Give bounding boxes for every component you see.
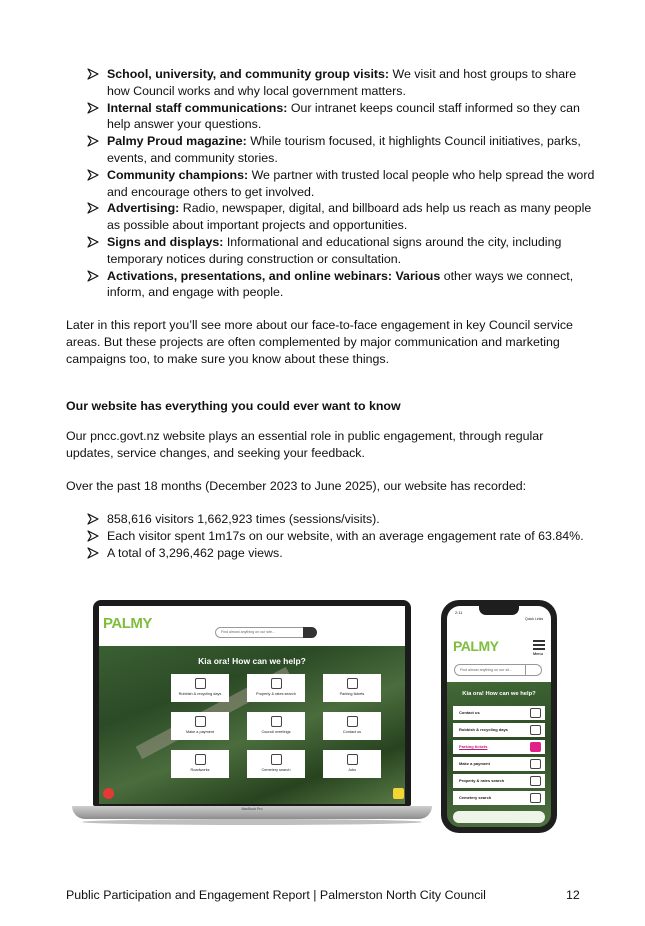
phone-time: 2:11 bbox=[455, 610, 463, 615]
arrow-bullet-icon bbox=[86, 101, 100, 115]
laptop-tile bbox=[247, 674, 305, 702]
tile-icon bbox=[347, 716, 358, 727]
website-stats-list bbox=[86, 511, 596, 561]
laptop-shadow bbox=[82, 819, 422, 825]
laptop-greeting: Kia ora! How can we help? bbox=[198, 656, 306, 666]
laptop-site-header bbox=[99, 606, 405, 646]
laptop-tile bbox=[247, 750, 305, 778]
tile-label: Rubbish & recycling days bbox=[178, 692, 222, 696]
tile-icon bbox=[195, 754, 206, 765]
tile-icon bbox=[347, 754, 358, 765]
phone-website-illustration bbox=[441, 600, 557, 833]
phone-row-label: Property & rates search bbox=[459, 778, 505, 783]
phone-quick-row bbox=[453, 791, 545, 805]
phone-menu-label: Menu bbox=[533, 652, 543, 656]
phone-row-icon bbox=[530, 725, 541, 735]
stat-bullet-item bbox=[86, 528, 596, 545]
engagement-channels-list bbox=[86, 66, 596, 301]
bullet-label: Activations, presentations, and online webinars: Various bbox=[107, 268, 441, 283]
phone-row-icon bbox=[530, 776, 541, 786]
phone-row-icon bbox=[530, 708, 541, 718]
laptop-tile bbox=[323, 674, 381, 702]
bullet-text: other ways we connect, inform, and engage with people. bbox=[107, 268, 574, 300]
phone-row-label: Make a payment bbox=[459, 761, 490, 766]
laptop-screen bbox=[99, 606, 405, 804]
laptop-tile bbox=[171, 674, 229, 702]
laptop-website-illustration bbox=[72, 600, 432, 827]
bullet-label: Signs and displays: bbox=[107, 234, 224, 249]
paragraph-later-in-report: Later in this report you’ll see more about our face-to-face engagement in key Council service areas. But these projects are often complemented by major communication and marketing campaigns too, to make sure you know about these things. bbox=[66, 318, 573, 366]
bullet-label: Community champions: bbox=[107, 167, 249, 182]
bullet-text: While tourism focused, it highlights Council initiatives, parks, events, and community stories. bbox=[107, 134, 581, 165]
phone-row-icon bbox=[530, 742, 541, 752]
tile-icon bbox=[271, 754, 282, 765]
bullet-label: Internal staff communications: bbox=[107, 100, 288, 115]
laptop-chat-icon bbox=[393, 788, 404, 799]
laptop-tile bbox=[171, 712, 229, 740]
stat-text: 858,616 visitors 1,662,923 times (sessions/visits). bbox=[107, 512, 380, 526]
tile-label: Roadworks bbox=[190, 768, 210, 772]
phone-quick-row bbox=[453, 774, 545, 788]
tile-icon bbox=[347, 678, 358, 689]
tile-label: Parking tickets bbox=[339, 692, 365, 696]
bullet-label: School, university, and community group visits: bbox=[107, 67, 390, 81]
phone-row-label: Contact us bbox=[459, 710, 480, 715]
website-heading: Our website has everything you could ever want to know bbox=[66, 399, 401, 413]
paragraph-website-role: Our pncc.govt.nz website plays an essential role in public engagement, through regular updates, service changes, and seeking your feedback. bbox=[66, 429, 544, 460]
bullet-text: Radio, newspaper, digital, and billboard ads help us reach as many people as possible about important projects and opportunities. bbox=[107, 201, 592, 233]
phone-row-label: Cemetery search bbox=[459, 795, 492, 800]
laptop-search-input: Find almost anything on our site... bbox=[215, 627, 315, 638]
laptop-tile bbox=[323, 712, 381, 740]
tile-label: Contact us bbox=[342, 730, 362, 734]
arrow-bullet-icon bbox=[86, 134, 100, 148]
tile-label: Council meetings bbox=[261, 730, 291, 734]
bullet-item bbox=[86, 66, 596, 100]
arrow-bullet-icon bbox=[86, 201, 100, 215]
paragraph-website-recorded: Over the past 18 months (December 2023 to June 2025), our website has recorded: bbox=[66, 479, 527, 493]
phone-search-input: Find almost anything on our sit... bbox=[454, 664, 532, 676]
tile-label: Cemetery search bbox=[261, 768, 291, 772]
tile-label: Jobs bbox=[347, 768, 357, 772]
bullet-text: We partner with trusted local people who help spread the word and encourage others to get involved. bbox=[107, 167, 595, 199]
phone-screen bbox=[447, 606, 551, 827]
arrow-bullet-icon bbox=[86, 235, 100, 249]
arrow-bullet-icon bbox=[86, 529, 100, 543]
laptop-tile bbox=[323, 750, 381, 778]
laptop-tile bbox=[171, 750, 229, 778]
bullet-item bbox=[86, 200, 596, 234]
phone-search-icon bbox=[525, 664, 542, 676]
bullet-item bbox=[86, 167, 596, 201]
bullet-text: We visit and host groups to share how Council works and why local government matters. bbox=[107, 67, 577, 98]
palmy-logo: PALMY bbox=[103, 615, 152, 632]
phone-bottom-bar bbox=[453, 811, 545, 823]
phone-quick-row bbox=[453, 757, 545, 771]
stat-bullet-item bbox=[86, 511, 596, 528]
bullet-item bbox=[86, 133, 596, 167]
arrow-bullet-icon bbox=[86, 269, 100, 283]
laptop-base bbox=[72, 806, 432, 819]
arrow-bullet-icon bbox=[86, 512, 100, 526]
stat-text: A total of 3,296,462 page views. bbox=[107, 545, 283, 560]
phone-quick-row bbox=[453, 706, 545, 720]
laptop-lid bbox=[93, 600, 411, 806]
laptop-brand-label: MacBook Pro bbox=[241, 807, 263, 811]
bullet-text: Informational and educational signs around the city, including temporary notices during construction or consultation. bbox=[107, 234, 562, 266]
tile-icon bbox=[195, 716, 206, 727]
phone-greeting: Kia ora! How can we help? bbox=[462, 691, 536, 697]
bullet-item bbox=[86, 234, 596, 268]
footer-report-title: Public Participation and Engagement Report | Palmerston North City Council bbox=[66, 888, 486, 902]
laptop-audio-icon bbox=[103, 788, 114, 799]
phone-hero-image bbox=[447, 682, 551, 827]
arrow-bullet-icon bbox=[86, 546, 100, 560]
footer-page-number: 12 bbox=[566, 888, 580, 902]
menu-icon bbox=[533, 640, 545, 642]
phone-row-label: Rubbish & recycling days bbox=[459, 727, 508, 732]
arrow-bullet-icon bbox=[86, 67, 100, 81]
tile-icon bbox=[195, 678, 206, 689]
stat-bullet-item bbox=[86, 545, 596, 562]
phone-quick-links: Quick Links bbox=[525, 617, 544, 621]
phone-palmy-logo: PALMY bbox=[453, 638, 499, 654]
tile-label: Make a payment bbox=[185, 730, 215, 734]
phone-notch bbox=[479, 606, 519, 615]
phone-quick-row bbox=[453, 723, 545, 737]
tile-icon bbox=[271, 716, 282, 727]
bullet-item bbox=[86, 100, 596, 134]
phone-quick-row bbox=[453, 740, 545, 754]
tile-icon bbox=[271, 678, 282, 689]
laptop-search-icon bbox=[303, 627, 317, 638]
bullet-item bbox=[86, 268, 596, 302]
bullet-label: Advertising: bbox=[107, 201, 180, 216]
arrow-bullet-icon bbox=[86, 168, 100, 182]
phone-row-icon bbox=[530, 759, 541, 769]
tile-label: Property & rates search bbox=[256, 692, 296, 696]
bullet-text: Our intranet keeps council staff informed so they can help answer your questions. bbox=[107, 100, 580, 132]
bullet-label: Palmy Proud magazine: bbox=[107, 134, 247, 149]
stat-text: Each visitor spent 1m17s on our website, with an average engagement rate of 63.84%. bbox=[107, 528, 584, 543]
phone-row-label: Parking tickets bbox=[459, 744, 488, 749]
phone-row-icon bbox=[530, 793, 541, 803]
laptop-tile bbox=[247, 712, 305, 740]
